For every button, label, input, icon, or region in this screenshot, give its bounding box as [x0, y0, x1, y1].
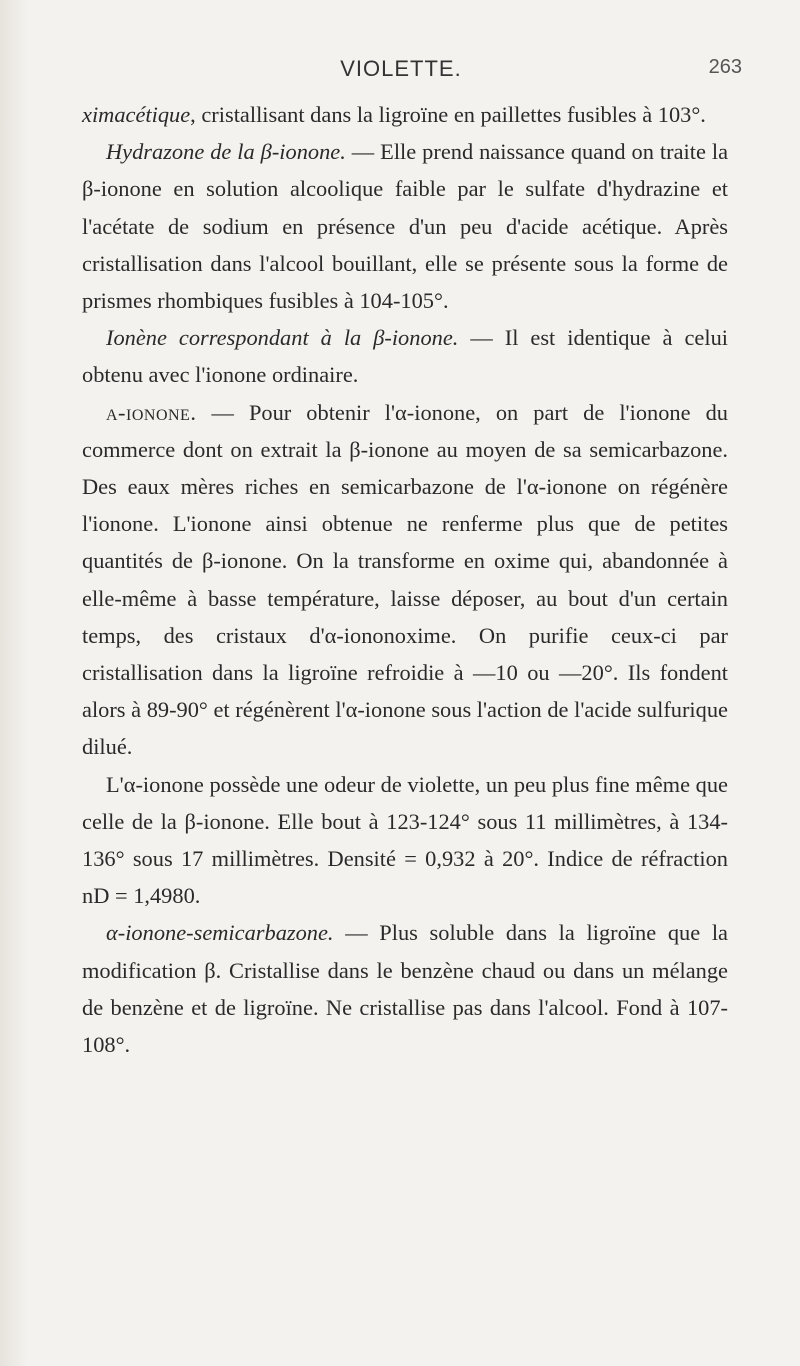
paragraph-heading-italic: Hydrazone de la β-ionone. [106, 139, 346, 165]
paragraph-text: — Elle prend naissance quand on traite la β-ionone en solution alcoolique faible par le sulfate d'hydrazine et l'acétate de sodium en présence d'un peu d'acide acétique. Après cristallisation dans l'alcool bouillant, elle se présente sous la forme de prismes rhombiques fusibles à 104-105°. [82, 139, 729, 314]
paragraph-text: — Pour obtenir l'α-ionone, on part de l'ionone du commerce dont on extrait la β-ionone au moyen de sa semicarbazone. Des eaux mères riches en semicarbazone de l'α-ionone on régénère l'ionone. L'ionone ainsi obtenue ne renferme plus que de petites quantités de β-ionone. On la transforme en oxime qui, abandonnée à elle-même à basse température, laisse déposer, au bout d'un certain temps, des cristaux d'α-iononoxime. On purifie ceux-ci par cristallisation dans la ligroïne refroidie à —10 ou —20°. Ils fondent alors à 89-90° et régénèrent l'α-ionone sous l'action de l'acide sulfurique dilué. [82, 399, 728, 760]
paragraph-text: L'α-ionone possède une odeur de violette, un peu plus fine même que celle de la β-ionone. Elle bout à 123-124° sous 11 millimètres, à 134-136° sous 17 millimètres. Densité = 0,932 à 20°. Indice de réfraction nD = 1,4980. [82, 771, 728, 909]
page-header [60, 56, 742, 86]
paragraph-text: — Plus soluble dans la ligroïne que la modification β. Cristallise dans le benzène chaud ou dans un mélange de benzène et de ligroïne. Ne cristallise pas dans l'alcool. Fond à 107-108°. [82, 920, 728, 1058]
body-text [82, 96, 728, 1063]
paragraph-semicarbazone [82, 914, 728, 1063]
paragraph-alpha-ionone [82, 394, 728, 766]
paragraph-heading-italic: α-ionone-semicarbazone. [106, 920, 334, 946]
paragraph-hydrazone [82, 133, 728, 319]
paragraph-heading-italic: Ionène correspondant à la β-ionone. [106, 325, 459, 351]
paragraph-text: — Il est identique à celui obtenu avec l'ionone ordinaire. [82, 325, 728, 388]
paragraph-alpha-ionone-properties [82, 766, 728, 915]
paragraph-text: , cristallisant dans la ligroïne en paillettes fusibles à 103°. [190, 102, 706, 127]
page-number: 263 [708, 56, 742, 78]
paragraph-ionene [82, 319, 728, 393]
paragraph-heading-smallcaps: α-ionone. [106, 399, 197, 425]
page-binding-shadow [0, 0, 28, 1366]
paragraph-lead-italic: ximacétique [82, 102, 191, 127]
running-head: VIOLETTE. [340, 56, 462, 81]
paragraph-ximacetique [82, 96, 728, 133]
